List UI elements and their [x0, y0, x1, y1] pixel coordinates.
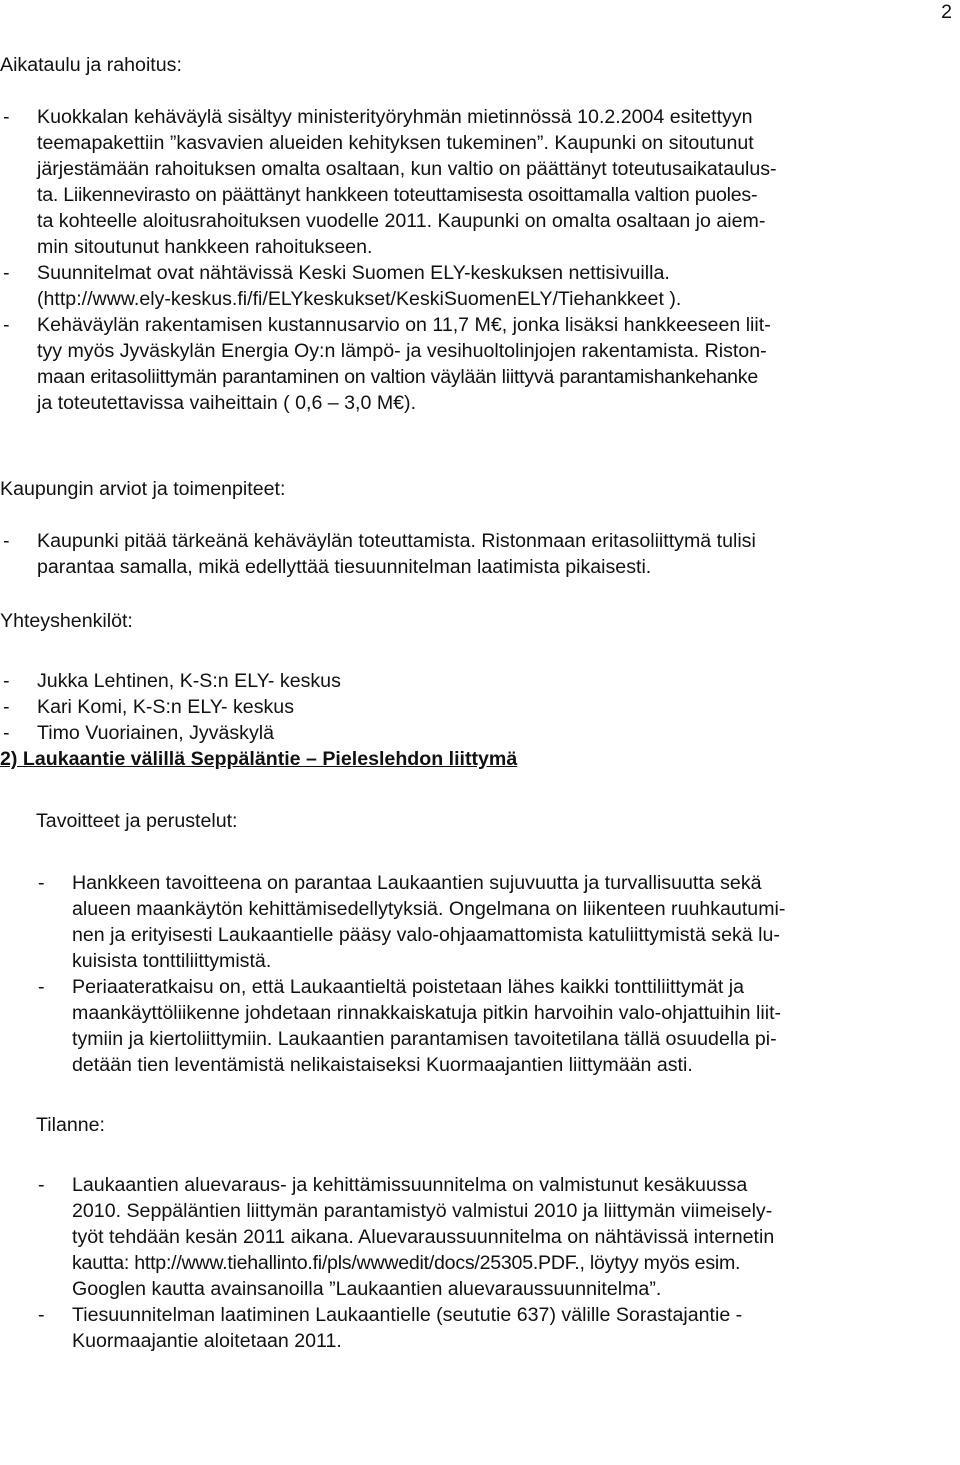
line: Kuormaajantie aloitetaan 2011. [72, 1330, 342, 1352]
contact-name: Jukka Lehtinen, K-S:n ELY- keskus [37, 670, 341, 692]
bullet-dash: - [38, 976, 45, 998]
page-number: 2 [941, 1, 952, 23]
list-item [36, 1302, 936, 1354]
list-item [36, 974, 936, 1078]
section-heading-arviot: Kaupungin arviot ja toimenpiteet: [0, 478, 286, 500]
bullet-dash: - [3, 670, 10, 692]
yhteyshenkilot-list [0, 668, 950, 746]
contact-name: Kari Komi, K-S:n ELY- keskus [37, 696, 294, 718]
line: 2010. Seppäläntien liittymän parantamistyö valmistui 2010 ja liittymän viimeisely- [72, 1200, 773, 1222]
line: Kaupunki pitää tärkeänä kehäväylän toteuttamista. Ristonmaan eritasoliittymä tulisi [37, 530, 756, 552]
line: Kehäväylän rakentamisen kustannusarvio on 11,7 M€, jonka lisäksi hankkeeseen liit- [37, 314, 771, 336]
line: kautta: http://www.tiehallinto.fi/pls/wwwedit/docs/25305.PDF., löytyy myös esim. [72, 1252, 741, 1274]
document-body [0, 52, 950, 1354]
bullet-dash: - [38, 1174, 45, 1196]
list-item [0, 694, 950, 720]
line: Kuokkalan kehäväylä sisältyy ministerityöryhmän mietinnössä 10.2.2004 esitettyyn [37, 106, 753, 128]
list-item [0, 104, 950, 260]
list-item [0, 720, 950, 746]
line: maankäyttöliikenne johdetaan rinnakkaiskatuja pitkin harvoihin valo-ohjattuihin liit- [72, 1002, 782, 1024]
list-item [36, 870, 936, 974]
line: nen ja erityisesti Laukaantielle pääsy valo-ohjaamattomista katuliittymistä sekä lu- [72, 924, 780, 946]
bullet-dash: - [3, 262, 10, 284]
bullet-dash: - [3, 106, 10, 128]
bullet-dash: - [3, 314, 10, 336]
line: tymiin ja kiertoliittymiin. Laukaantien parantamisen tavoitetilana tällä osuudella pi- [72, 1028, 777, 1050]
list-item [0, 312, 950, 416]
line: detään tien leventämistä nelikaistaiseksi Kuormaajantien liittymään asti. [72, 1054, 693, 1076]
line: ta kohteelle aloitusrahoituksen vuodelle 2011. Kaupunki on omalta osaltaan jo aiem- [37, 210, 766, 232]
laukaantie-content [36, 808, 936, 1354]
tilanne-list [36, 1172, 936, 1354]
line: Suunnitelmat ovat nähtävissä Keski Suomen ELY-keskuksen nettisivuilla. [37, 262, 670, 284]
bullet-dash: - [3, 696, 10, 718]
line: tyy myös Jyväskylän Energia Oy:n lämpö- ja vesihuoltolinjojen rakentamista. Riston- [37, 340, 767, 362]
line: kuisista tonttiliittymistä. [72, 950, 272, 972]
line: ja toteutettavissa vaiheittain ( 0,6 – 3,0 M€). [37, 392, 417, 414]
subheading-tilanne: Tilanne: [36, 1114, 105, 1136]
bullet-dash: - [3, 722, 10, 744]
line: Hankkeen tavoitteena on parantaa Laukaantien sujuvuutta ja turvallisuutta sekä [72, 872, 762, 894]
arviot-list [0, 528, 950, 580]
tavoitteet-list [36, 870, 936, 1078]
line: työt tehdään kesän 2011 aikana. Aluevaraussuunnitelma on nähtävissä internetin [72, 1226, 775, 1248]
list-item [0, 668, 950, 694]
line: alueen maankäytön kehittämisedellytyksiä. Ongelmana on liikenteen ruuhkautumi- [72, 898, 786, 920]
list-item [0, 528, 950, 580]
list-item [36, 1172, 936, 1302]
subheading-tavoitteet: Tavoitteet ja perustelut: [36, 810, 238, 832]
line: (http://www.ely-keskus.fi/fi/ELYkeskukset/KeskiSuomenELY/Tiehankkeet ). [37, 288, 682, 310]
line: maan eritasoliittymän parantaminen on valtion väylään liittyvä parantamishankehanke [37, 366, 758, 388]
section-heading-yhteyshenkilot: Yhteyshenkilöt: [0, 610, 133, 632]
line: Periaateratkaisu on, että Laukaantieltä poistetaan lähes kaikki tonttiliittymät ja [72, 976, 745, 998]
line: ta. Liikennevirasto on päättänyt hankkeen toteuttamisesta osoittamalla valtion puoles- [37, 184, 758, 206]
line: Googlen kautta avainsanoilla ”Laukaantien aluevaraussuunnitelma”. [72, 1278, 662, 1300]
bullet-dash: - [38, 1304, 45, 1326]
bullet-dash: - [38, 872, 45, 894]
contact-name: Timo Vuoriainen, Jyväskylä [37, 722, 275, 744]
line: parantaa samalla, mikä edellyttää tiesuunnitelman laatimista pikaisesti. [37, 556, 652, 578]
line: teemapakettiin ”kasvavien alueiden kehityksen tukeminen”. Kaupunki on sitoutunut [37, 132, 754, 154]
aikataulu-list [0, 104, 950, 416]
list-item [0, 260, 950, 312]
section-heading-aikataulu: Aikataulu ja rahoitus: [0, 54, 182, 76]
line: Tiesuunnitelman laatiminen Laukaantielle (seututie 637) välille Sorastajantie - [72, 1304, 743, 1326]
line: Laukaantien aluevaraus- ja kehittämissuunnitelma on valmistunut kesäkuussa [72, 1174, 748, 1196]
line: min sitoutunut hankkeen rahoitukseen. [37, 236, 373, 258]
line: järjestämään rahoituksen omalta osaltaan, kun valtio on päättänyt toteutusaikataulus- [37, 158, 777, 180]
bullet-dash: - [3, 530, 10, 552]
section-title-laukaantie: 2) Laukaantie välillä Seppäläntie – Pieleslehdon liittymä [0, 748, 518, 770]
